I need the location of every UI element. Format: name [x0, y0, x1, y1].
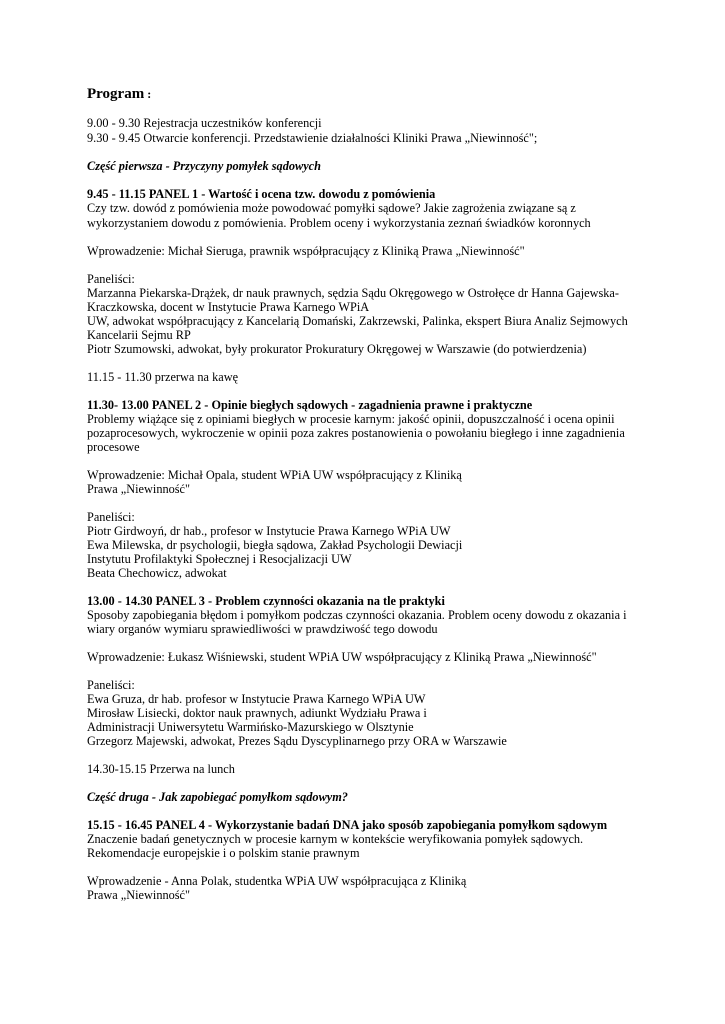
panel1-description-line: Czy tzw. dowód z pomówienia może powodować pomyłki sądowe? Jakie zagrożenia związane są z [87, 201, 576, 215]
panel2-description-line: Problemy wiążące się z opiniami biegłych w procesie karnym: jakość opinii, dopuszczalność i ocena opinii [87, 412, 615, 426]
panel4-intro-line: Prawa „Niewinność" [87, 888, 191, 902]
panel1-panelist-line: Piotr Szumowski, adwokat, były prokurator Prokuratury Okręgowej w Warszawie (do potwierdzenia) [87, 342, 587, 356]
panel2-intro-line: Wprowadzenie: Michał Opala, student WPiA UW współpracujący z Kliniką [87, 468, 462, 482]
panel2-heading: 11.30- 13.00 PANEL 2 - Opinie biegłych sądowych - zagadnienia prawne i praktyczne [87, 398, 533, 412]
lunch-break: 14.30-15.15 Przerwa na lunch [87, 762, 235, 776]
panel1-panelist-line: Kraczkowska, docent w Instytucie Prawa Karnego WPiA [87, 300, 370, 314]
panel2-panelists-label: Paneliści: [87, 510, 135, 524]
panel3-panelist-line: Administracji Uniwersytetu Warmińsko-Mazurskiego w Olsztynie [87, 720, 414, 734]
schedule-registration: 9.00 - 9.30 Rejestracja uczestników konferencji [87, 116, 322, 130]
panel2-panelist-line: Piotr Girdwoyń, dr hab., profesor w Instytucie Prawa Karnego WPiA UW [87, 524, 451, 538]
panel2-panelist-line: Instytutu Profilaktyki Społecznej i Resocjalizacji UW [87, 552, 352, 566]
panel1-panelist-line: UW, adwokat współpracujący z Kancelarią Domański, Zakrzewski, Palinka, ekspert Biura Analiz Sejmowych [87, 314, 628, 328]
panel3-panelist-line: Ewa Gruza, dr hab. profesor w Instytucie Prawa Karnego WPiA UW [87, 692, 426, 706]
part1-heading: Część pierwsza - Przyczyny pomyłek sądowych [87, 159, 321, 173]
panel2-description-line: pozaprocesowych, wykroczenie w opinii poza zakres postanowienia o powołaniu biegłego i inne zagadnienia [87, 426, 625, 440]
panel1-heading: 9.45 - 11.15 PANEL 1 - Wartość i ocena tzw. dowodu z pomówienia [87, 187, 436, 201]
panel4-intro-line: Wprowadzenie - Anna Polak, studentka WPiA UW współpracująca z Kliniką [87, 874, 467, 888]
panel1-description-line: wykorzystaniem dowodu z pomówienia. Problem oceny i wykorzystania zeznań świadków koronnych [87, 216, 591, 230]
program-title-suffix: : [144, 87, 152, 101]
panel3-description-line: Sposoby zapobiegania błędom i pomyłkom podczas czynności okazania. Problem oceny dowodu z okazania i [87, 608, 627, 622]
panel1-panelists-label: Paneliści: [87, 272, 135, 286]
panel3-description-line: wiary organów wymiaru sprawiedliwości w prawdziwość tego dowodu [87, 622, 438, 636]
program-title-text: Program [87, 86, 145, 102]
schedule-opening: 9.30 - 9.45 Otwarcie konferencji. Przedstawienie działalności Kliniki Prawa „Niewinność"; [87, 131, 538, 145]
panel2-intro-line: Prawa „Niewinność" [87, 482, 191, 496]
panel3-panelists-label: Paneliści: [87, 678, 135, 692]
panel3-heading: 13.00 - 14.30 PANEL 3 - Problem czynności okazania na tle praktyki [87, 594, 445, 608]
program-title [87, 87, 151, 101]
panel2-panelist-line: Ewa Milewska, dr psychologii, biegła sądowa, Zakład Psychologii Dewiacji [87, 538, 463, 552]
panel4-description-line: Znaczenie badań genetycznych w procesie karnym w kontekście weryfikowania pomyłek sądowych. [87, 832, 584, 846]
panel1-intro: Wprowadzenie: Michał Sieruga, prawnik współpracujący z Kliniką Prawa „Niewinność" [87, 244, 525, 258]
panel3-panelist-line: Grzegorz Majewski, adwokat, Prezes Sądu Dyscyplinarnego przy ORA w Warszawie [87, 734, 507, 748]
panel1-panelist-line: Kancelarii Sejmu RP [87, 328, 191, 342]
part2-heading: Część druga - Jak zapobiegać pomyłkom sądowym? [87, 790, 348, 804]
panel2-description-line: procesowe [87, 440, 140, 454]
panel4-description-line: Rekomendacje europejskie i o polskim stanie prawnym [87, 846, 360, 860]
panel1-panelist-line: Marzanna Piekarska-Drążek, dr nauk prawnych, sędzia Sądu Okręgowego w Ostrołęce dr Hanna Gajewska- [87, 286, 619, 300]
panel4-heading: 15.15 - 16.45 PANEL 4 - Wykorzystanie badań DNA jako sposób zapobiegania pomyłkom sądowym [87, 818, 608, 832]
panel2-panelist-line: Beata Chechowicz, adwokat [87, 566, 227, 580]
coffee-break: 11.15 - 11.30 przerwa na kawę [87, 370, 239, 384]
panel3-panelist-line: Mirosław Lisiecki, doktor nauk prawnych, adiunkt Wydziału Prawa i [87, 706, 427, 720]
panel3-intro: Wprowadzenie: Łukasz Wiśniewski, student WPiA UW współpracujący z Kliniką Prawa „Niewinność" [87, 650, 597, 664]
